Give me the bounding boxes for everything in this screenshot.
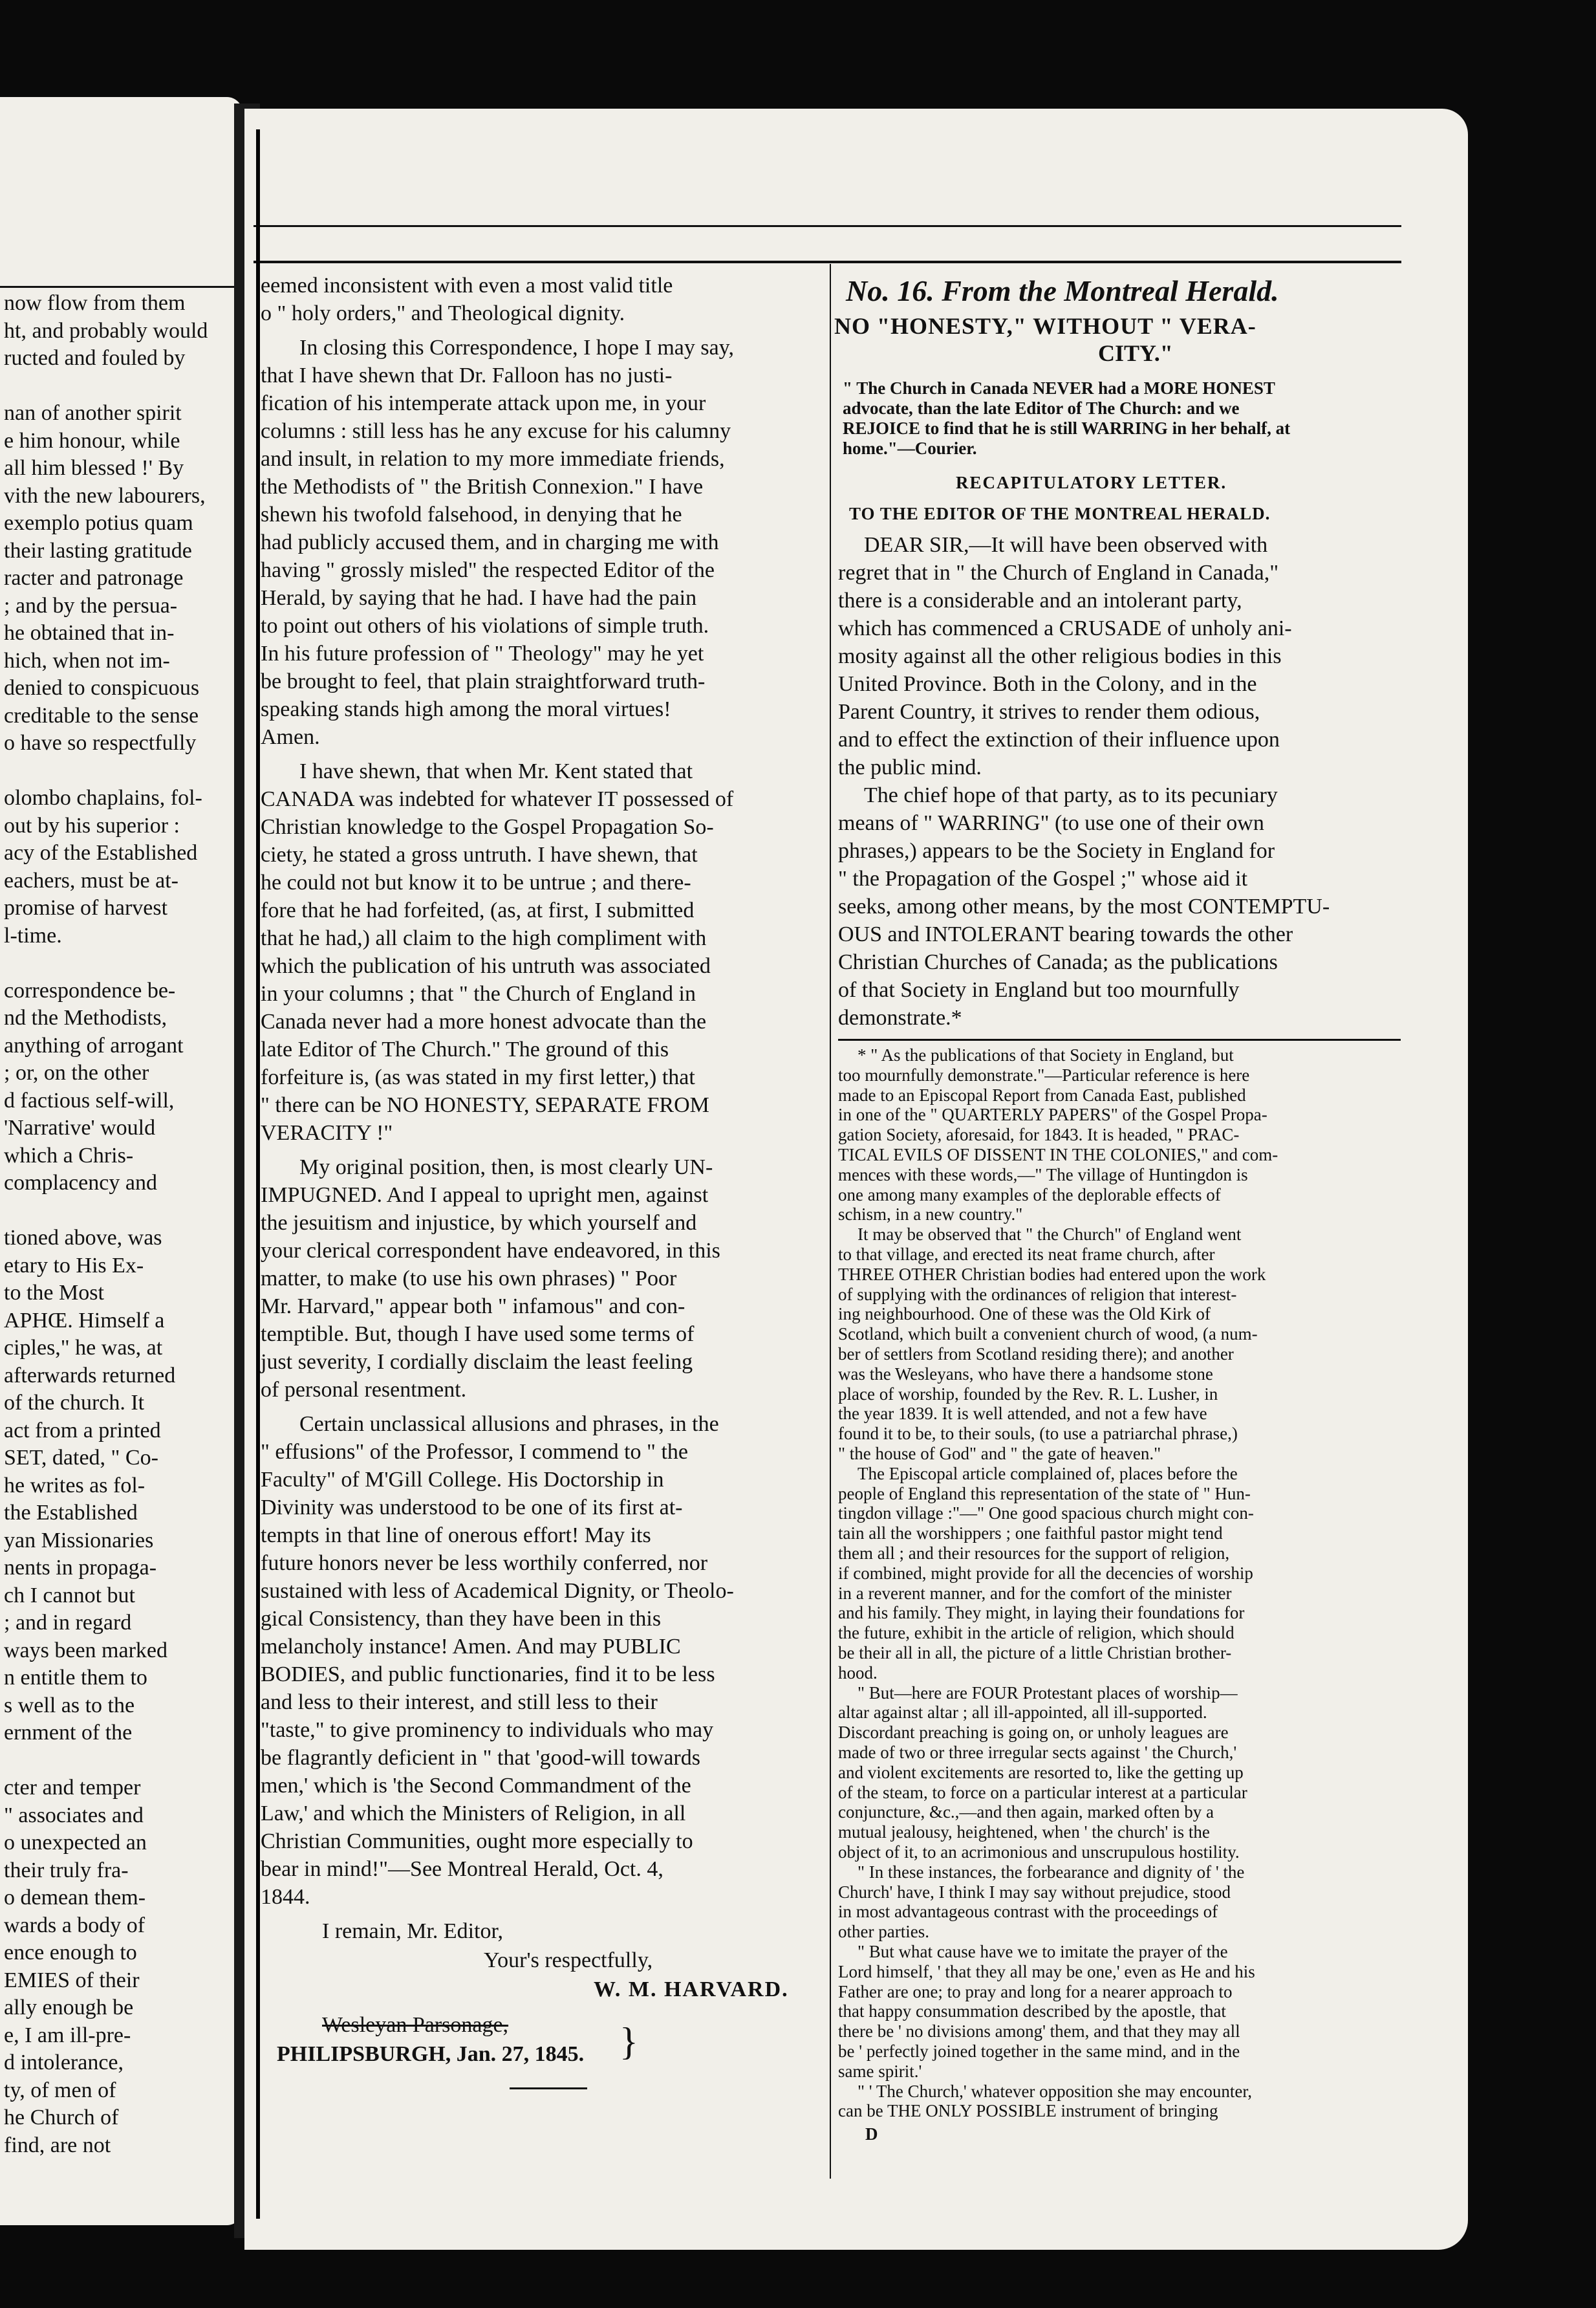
- footnote-line: " In these instances, the forbearance and dignity of ' the: [857, 1862, 1245, 1882]
- body-line: DEAR SIR,—It will have been observed with: [864, 533, 1268, 557]
- text-line: sustained with less of Academical Dignity, or Theolo-: [261, 1579, 734, 1603]
- footnote-line: THREE OTHER Christian bodies had entered upon the work: [838, 1264, 1266, 1284]
- text-line: promise of harvest: [4, 896, 168, 920]
- text-line: yan Missionaries: [4, 1528, 154, 1552]
- text-line: he writes as fol-: [4, 1473, 146, 1497]
- text-line: l-time.: [4, 923, 62, 948]
- letter-title: RECAPITULATORY LETTER.: [956, 473, 1227, 492]
- footnote-line: mutual jealousy, heightened, when ' the church' is the: [838, 1822, 1210, 1842]
- text-line: nents in propaga-: [4, 1556, 157, 1580]
- text-line: e him honour, while: [4, 428, 180, 453]
- text-line: ally enough be: [4, 1996, 134, 2020]
- text-line: d intolerance,: [4, 2051, 124, 2074]
- text-line: fore that he had forfeited, (as, at first, I submitted: [261, 898, 695, 922]
- text-line: d factious self-will,: [4, 1088, 175, 1113]
- body-line: there is a considerable and an intolerant party,: [838, 589, 1242, 613]
- epigraph-line: advocate, than the late Editor of The Church: and we: [843, 398, 1240, 418]
- text-line: be flagrantly deficient in " that 'good-will towards: [261, 1746, 700, 1770]
- text-line: racter and patronage: [4, 566, 184, 590]
- text-line: shewn his twofold falsehood, in denying that he: [261, 503, 682, 527]
- footnote-line: one among many examples of the deplorable effects of: [838, 1184, 1221, 1204]
- addressee: TO THE EDITOR OF THE MONTREAL HERALD.: [849, 504, 1271, 523]
- column-rule: [830, 264, 831, 2179]
- text-line: columns : still less has he any excuse for his calumny: [261, 419, 731, 443]
- text-line: of the church. It: [4, 1391, 145, 1415]
- text-line: find, are not: [4, 2133, 111, 2157]
- text-line: SET, dated, " Co-: [4, 1446, 158, 1470]
- text-line: bear in mind!"—See Montreal Herald, Oct. 4,: [261, 1857, 663, 1881]
- footnote-line: be ' perfectly joined together in the same mind, and in the: [838, 2041, 1240, 2061]
- left-header-rule: [0, 286, 243, 288]
- text-line: nd the Methodists,: [4, 1006, 167, 1030]
- text-line: just severity, I cordially disclaim the least feeling: [261, 1350, 693, 1374]
- epigraph-line: home."—Courier.: [843, 439, 977, 458]
- body-line: the public mind.: [838, 756, 982, 779]
- right-page: [244, 109, 1468, 2250]
- footnote-line: made of two or three irregular sects against ' the Church,': [838, 1743, 1237, 1762]
- footnote-line: the year 1839. It is well attended, and not a few have: [838, 1404, 1207, 1424]
- footnote-line: in a reverent manner, and for the comfort of the minister: [838, 1583, 1232, 1603]
- text-line: fication of his intemperate attack upon me, in your: [261, 391, 706, 415]
- footnote-line: Scotland, which built a convenient church of wood, (a num-: [838, 1324, 1258, 1344]
- footnote-line: * " As the publications of that Society in England, but: [857, 1045, 1234, 1065]
- text-line: vith the new labourers,: [4, 483, 206, 508]
- text-line: In closing this Correspondence, I hope I may say,: [299, 336, 734, 360]
- text-line: " effusions" of the Professor, I commend to " the: [261, 1440, 688, 1464]
- body-line: mosity against all the other religious bodies in this: [838, 644, 1282, 668]
- epigraph-line: REJOICE to find that he is still WARRING in her behalf, at: [843, 419, 1291, 438]
- footnote-line: Lord himself, ' that they all may be one,' even as He and his: [838, 1961, 1255, 1981]
- text-line: to the Most: [4, 1281, 104, 1305]
- body-line: phrases,) appears to be the Society in England for: [838, 839, 1275, 863]
- end-rule: [510, 2087, 587, 2089]
- text-line: your clerical correspondent have endeavored, in this: [261, 1239, 720, 1263]
- text-line: speaking stands high among the moral virtues!: [261, 697, 671, 721]
- text-line: their lasting gratitude: [4, 538, 192, 563]
- footnote-line: mences with these words,—" The village of Huntingdon is: [838, 1164, 1248, 1184]
- text-line: correspondence be-: [4, 978, 176, 1003]
- footnote-line: Father are one; to pray and long for a nearer approach to: [838, 1981, 1233, 2001]
- text-line: that he had,) all claim to the high compliment with: [261, 926, 707, 950]
- text-line: eemed inconsistent with even a most valid title: [261, 274, 673, 298]
- footnote-line: ing neighbourhood. One of these was the Old Kirk of: [838, 1304, 1211, 1324]
- text-line: hich, when not im-: [4, 648, 170, 673]
- text-line: Amen.: [261, 725, 320, 749]
- footnote-line: altar against altar ; all ill-appointed, all ill-supported.: [838, 1703, 1207, 1723]
- footnote-line: tain all the worshippers ; one faithful pastor might tend: [838, 1523, 1223, 1543]
- footnote-line: " But what cause have we to imitate the prayer of the: [857, 1942, 1228, 1961]
- footnote-line: in one of the " QUARTERLY PAPERS" of the Gospel Propa-: [838, 1105, 1267, 1125]
- text-line: Christian knowledge to the Gospel Propagation So-: [261, 815, 714, 839]
- text-line: be brought to feel, that plain straightforward truth-: [261, 670, 706, 693]
- epigraph-line: " The Church in Canada NEVER had a MORE HONEST: [843, 378, 1275, 398]
- footnote-line: and his family. They might, in laying their foundations for: [838, 1603, 1245, 1623]
- text-line: he could not but know it to be untrue ; and there-: [261, 871, 691, 895]
- text-line: afterwards returned: [4, 1363, 176, 1388]
- text-line: ernment of the: [4, 1721, 133, 1745]
- footnote-line: found it to be, to their souls, (to use a patriarchal phrase,): [838, 1424, 1238, 1444]
- text-line: tempts in that line of onerous effort! May its: [261, 1523, 651, 1547]
- text-line: 1844.: [261, 1885, 310, 1909]
- article-subheading: CITY.": [1098, 340, 1173, 366]
- body-line: The chief hope of that party, as to its pecuniary: [864, 783, 1278, 807]
- text-line: ructed and fouled by: [4, 346, 186, 370]
- footnote-line: tingdon village :"—" One good spacious church might con-: [838, 1503, 1254, 1523]
- signature-mark: D: [865, 2124, 878, 2144]
- footnote-line: ber of settlers from Scotland residing there); and another: [838, 1344, 1234, 1364]
- text-line: forfeiture is, (as was stated in my first letter,) that: [261, 1065, 695, 1089]
- text-line: cter and temper: [4, 1776, 141, 1800]
- footnote-line: It may be observed that " the Church" of England went: [857, 1225, 1242, 1245]
- date-line: PHILIPSBURGH, Jan. 27, 1845.: [277, 2042, 585, 2066]
- text-line: " associates and: [4, 1803, 144, 1827]
- footnote-line: be their all in all, the picture of a little Christian brother-: [838, 1643, 1232, 1662]
- text-line: CANADA was indebted for whatever IT possessed of: [261, 787, 734, 811]
- body-line: United Province. Both in the Colony, and in the: [838, 672, 1257, 696]
- footnote-line: them all ; and their resources for the support of religion,: [838, 1543, 1230, 1563]
- text-line: "taste," to give prominency to individuals who may: [261, 1718, 714, 1742]
- text-line: anything of arrogant: [4, 1033, 184, 1058]
- article-heading: No. 16. From the Montreal Herald.: [846, 274, 1279, 307]
- text-line: men,' which is 'the Second Commandment of the: [261, 1774, 691, 1798]
- text-line: act from a printed: [4, 1418, 161, 1442]
- gutter-shadow: [256, 129, 260, 2219]
- text-line: in your columns ; that " the Church of England in: [261, 982, 696, 1006]
- footnote-line: and violent excitements are resorted to, like the getting up: [838, 1762, 1244, 1782]
- text-line: complacency and: [4, 1171, 157, 1195]
- left-page: [0, 97, 243, 2225]
- text-line: out by his superior :: [4, 813, 180, 838]
- footnote-line: too mournfully demonstrate."—Particular reference is here: [838, 1065, 1250, 1085]
- footnote-line: the future, exhibit in the article of religion, which should: [838, 1623, 1235, 1643]
- footnote-line: of the steam, to force on a particular interest at a particular: [838, 1782, 1247, 1802]
- footnote-line: The Episcopal article complained of, places before the: [857, 1463, 1238, 1483]
- footnote-line: " ' The Church,' whatever opposition she may encounter,: [857, 2081, 1253, 2101]
- text-line: late Editor of The Church." The ground of this: [261, 1038, 669, 1061]
- body-line: seeks, among other means, by the most CONTEMPTU-: [838, 895, 1330, 919]
- footnote-line: TICAL EVILS OF DISSENT IN THE COLONIES," and com-: [838, 1145, 1278, 1164]
- text-line: gical Consistency, than they have been in this: [261, 1607, 662, 1631]
- body-line: of that Society in England but too mournfully: [838, 978, 1240, 1002]
- footnote-line: Church' have, I think I may say without prejudice, stood: [838, 1882, 1231, 1902]
- text-line: I have shewn, that when Mr. Kent stated that: [299, 759, 693, 783]
- text-line: olombo chaplains, fol-: [4, 786, 202, 810]
- footnote-line: hood.: [838, 1662, 878, 1682]
- text-line: etary to His Ex-: [4, 1253, 144, 1278]
- footnote-line: there be ' no divisions among' them, and that they may all: [838, 2021, 1240, 2041]
- text-line: melancholy instance! Amen. And may PUBLIC: [261, 1635, 681, 1659]
- text-line: he Church of: [4, 2106, 119, 2129]
- footnote-line: " But—here are FOUR Protestant places of worship—: [857, 1682, 1238, 1703]
- body-line: which has commenced a CRUSADE of unholy ani-: [838, 616, 1292, 640]
- text-line: he obtained that in-: [4, 621, 175, 645]
- closing-line: I remain, Mr. Editor,: [322, 1919, 504, 1943]
- footnote-line: " the house of God" and " the gate of heaven.": [838, 1444, 1161, 1463]
- text-line: tioned above, was: [4, 1226, 162, 1250]
- text-line: that I have shewn that Dr. Falloon has no justi-: [261, 364, 673, 387]
- text-line: My original position, then, is most clearly UN-: [299, 1155, 713, 1179]
- footnote-line: in most advantageous contrast with the proceedings of: [838, 1902, 1218, 1922]
- footnote-line: made to an Episcopal Report from Canada East, published: [838, 1085, 1246, 1105]
- brace-glyph: }: [620, 2020, 638, 2063]
- text-line: and less to their interest, and still less to their: [261, 1690, 658, 1714]
- body-line: regret that in " the Church of England in Canada,": [838, 561, 1279, 585]
- body-line: OUS and INTOLERANT bearing towards the other: [838, 922, 1293, 946]
- header-rule-top: [253, 225, 1401, 227]
- footnote-line: other parties.: [838, 1922, 929, 1942]
- text-line: 'Narrative' would: [4, 1116, 156, 1140]
- text-line: ence enough to: [4, 1941, 137, 1965]
- text-line: ciples," he was, at: [4, 1336, 163, 1360]
- text-line: Certain unclassical allusions and phrases, in the: [299, 1412, 719, 1436]
- text-line: Divinity was understood to be one of its first at-: [261, 1496, 683, 1519]
- text-line: Mr. Harvard," appear both " infamous" and con-: [261, 1294, 685, 1318]
- text-line: the Methodists of " the British Connexion." I have: [261, 475, 704, 499]
- text-line: ; and in regard: [4, 1611, 132, 1635]
- text-line: EMIES of their: [4, 1968, 140, 1992]
- text-line: ty, of men of: [4, 2078, 116, 2102]
- footnote-line: that happy consummation described by the apostle, that: [838, 2001, 1226, 2021]
- body-line: Christian Churches of Canada; as the publications: [838, 950, 1278, 974]
- text-line: Canada never had a more honest advocate than the: [261, 1010, 707, 1034]
- text-line: Faculty" of M'Gill College. His Doctorship in: [261, 1468, 664, 1492]
- article-subheading: NO "HONESTY," WITHOUT " VERA-: [834, 313, 1256, 339]
- text-line: o demean them-: [4, 1886, 146, 1910]
- footnote-line: was the Wesleyans, who have there a handsome stone: [838, 1364, 1213, 1384]
- text-line: of personal resentment.: [261, 1378, 467, 1402]
- text-line: had publicly accused them, and in charging me with: [261, 530, 719, 554]
- text-line: Law,' and which the Ministers of Religion, in all: [261, 1802, 686, 1825]
- text-line: ciety, he stated a gross untruth. I have shewn, that: [261, 843, 698, 867]
- text-line: ; or, on the other: [4, 1061, 149, 1085]
- text-line: to point out others of his violations of simple truth.: [261, 614, 709, 638]
- text-line: Christian Communities, ought more especially to: [261, 1829, 693, 1853]
- body-line: demonstrate.*: [838, 1006, 962, 1030]
- text-line: " there can be NO HONESTY, SEPARATE FROM: [261, 1093, 709, 1117]
- text-line: creditable to the sense: [4, 703, 199, 728]
- text-line: BODIES, and public functionaries, find it to be less: [261, 1662, 715, 1686]
- text-line: matter, to make (to use his own phrases) " Poor: [261, 1267, 677, 1290]
- text-line: APHŒ. Himself a: [4, 1308, 165, 1333]
- text-line: future honors never be less worthily conferred, nor: [261, 1551, 708, 1575]
- footnote-line: schism, in a new country.": [838, 1204, 1023, 1225]
- text-line: all him blessed !' By: [4, 456, 184, 480]
- footnote-line: if combined, might provide for all the decencies of worship: [838, 1563, 1253, 1583]
- footnote-line: same spirit.': [838, 2061, 922, 2081]
- body-line: Parent Country, it strives to render them odious,: [838, 700, 1260, 724]
- text-line: e, I am ill-pre-: [4, 2023, 131, 2047]
- text-line: the Established: [4, 1501, 138, 1525]
- text-line: eachers, must be at-: [4, 868, 178, 893]
- footnote-line: of supplying with the ordinances of religion that interest-: [838, 1284, 1237, 1304]
- text-line: o have so respectfully: [4, 731, 197, 755]
- text-line: denied to conspicuous: [4, 676, 200, 700]
- header-rule-bottom: [253, 261, 1401, 263]
- valediction: Your's respectfully,: [484, 1948, 653, 1972]
- footnote-line: object of it, to an acrimonious and unscrupulous hostility.: [838, 1842, 1240, 1862]
- text-line: now flow from them: [4, 291, 186, 315]
- text-line: acy of the Established: [4, 841, 198, 865]
- signature: W. M. HARVARD.: [594, 1977, 789, 2001]
- footnote-line: people of England this representation of the state of " Hun-: [838, 1483, 1251, 1503]
- text-line: nan of another spirit: [4, 401, 182, 425]
- text-line: o unexpected an: [4, 1831, 147, 1855]
- text-line: wards a body of: [4, 1913, 146, 1937]
- text-line: ht, and probably would: [4, 318, 208, 343]
- text-line: having " grossly misled" the respected Editor of the: [261, 558, 715, 582]
- body-line: and to effect the extinction of their influence upon: [838, 728, 1280, 752]
- text-line: s well as to the: [4, 1693, 135, 1717]
- text-line: IMPUGNED. And I appeal to upright men, against: [261, 1183, 709, 1207]
- text-line: which the publication of his untruth was associated: [261, 954, 711, 978]
- footnote-rule: [838, 1039, 1401, 1041]
- text-line: which a Chris-: [4, 1143, 134, 1168]
- text-line: In his future profession of " Theology" may he yet: [261, 642, 704, 666]
- text-line: o " holy orders," and Theological dignity.: [261, 301, 625, 325]
- footnote-line: to that village, and erected its neat frame church, after: [838, 1245, 1215, 1264]
- text-line: the jesuitism and injustice, by which yourself and: [261, 1211, 697, 1235]
- text-line: their truly fra-: [4, 1858, 129, 1882]
- text-line: ch I cannot but: [4, 1583, 135, 1607]
- body-line: " the Propagation of the Gospel ;" whose aid it: [838, 867, 1248, 891]
- text-line: temptible. But, though I have used some terms of: [261, 1322, 695, 1346]
- footnote-line: can be THE ONLY POSSIBLE instrument of bringing: [838, 2101, 1218, 2121]
- text-line: ways been marked: [4, 1638, 168, 1662]
- text-line: n entitle them to: [4, 1666, 147, 1690]
- footnote-line: gation Society, aforesaid, for 1843. It is headed, " PRAC-: [838, 1125, 1240, 1145]
- text-line: and insult, in relation to my more immediate friends,: [261, 447, 725, 471]
- footnote-line: place of worship, founded by the Rev. R. L. Lusher, in: [838, 1384, 1218, 1404]
- footnote-line: Discordant preaching is going on, or unholy leagues are: [838, 1723, 1229, 1743]
- body-line: means of " WARRING" (to use one of their own: [838, 811, 1264, 835]
- text-line: exemplo potius quam: [4, 511, 193, 535]
- text-line: ; and by the persua-: [4, 593, 178, 618]
- footnote-line: conjuncture, &c.,—and then again, marked often by a: [838, 1802, 1214, 1822]
- place-line: Wesleyan Parsonage,: [322, 2013, 509, 2037]
- text-line: VERACITY !": [261, 1121, 393, 1145]
- text-line: Herald, by saying that he had. I have had the pain: [261, 586, 697, 610]
